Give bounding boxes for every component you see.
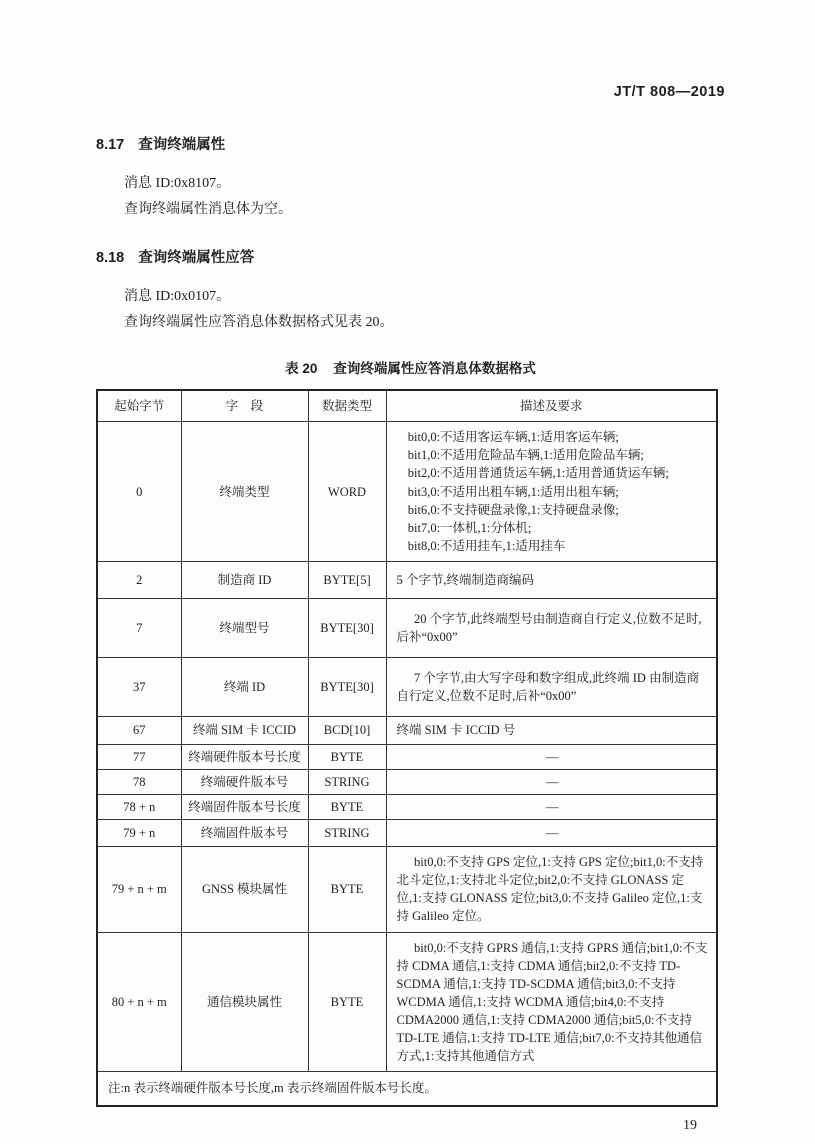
cell-data-type: STRING xyxy=(308,819,386,846)
cell-description: — xyxy=(386,769,717,794)
cell-start-byte: 79 + n xyxy=(97,819,181,846)
cell-field-name: 终端类型 xyxy=(181,422,308,562)
table-header-row xyxy=(97,390,717,422)
cell-data-type: BYTE xyxy=(308,932,386,1072)
cell-description: bit0,0:不支持 GPRS 通信,1:支持 GPRS 通信;bit1,0:不支持 CDMA 通信,1:支持 CDMA 通信;bit2,0:不支持 TD-SCDMA 通信,1:支持 TD-SCDMA 通信;bit3,0:不支持 WCDMA 通信,1:支持 WCDMA 通信;bit4,0:不支持 CDMA2000 通信,1:支持 CDMA2000 通信;bit5,0:不支持 TD-LTE 通信,1:支持 TD-LTE 通信;bit7,0:不支持其他通信方式,1:支持其他通信方式 xyxy=(386,932,717,1072)
table-row xyxy=(97,562,717,599)
doc-standard-number: JT/T 808—2019 xyxy=(613,84,725,100)
section-title: 查询终端属性应答 xyxy=(138,250,255,266)
cell-description: — xyxy=(386,794,717,819)
cell-start-byte: 0 xyxy=(97,422,181,562)
cell-data-type: BYTE xyxy=(308,847,386,933)
cell-field-name: 终端固件版本号长度 xyxy=(181,794,308,819)
cell-field-name: 终端硬件版本号 xyxy=(181,769,308,794)
table-caption-label: 表 20 xyxy=(285,361,318,376)
cell-field-name: 制造商 ID xyxy=(181,562,308,599)
cell-data-type: WORD xyxy=(308,422,386,562)
cell-start-byte: 67 xyxy=(97,717,181,744)
table-row xyxy=(97,658,717,717)
cell-field-name: GNSS 模块属性 xyxy=(181,847,308,933)
description-line: bit6,0:不支持硬盘录像,1:支持硬盘录像; xyxy=(407,502,619,517)
description-line: bit2,0:不适用普通货运车辆,1:适用普通货运车辆; xyxy=(407,466,669,481)
description-line: bit7,0:一体机,1:分体机; xyxy=(407,520,532,535)
column-header-data-type: 数据类型 xyxy=(308,390,386,422)
section-heading-8-18 xyxy=(96,246,725,267)
cell-description: bit0,0:不支持 GPS 定位,1:支持 GPS 定位;bit1,0:不支持北斗定位,1:支持北斗定位;bit2,0:不支持 GLONASS 定位,1:支持 GLONASS 定位;bit3,0:不支持 Galileo 定位,1:支持 Galileo 定位。 xyxy=(386,847,717,933)
section-title: 查询终端属性 xyxy=(138,137,226,153)
table-row xyxy=(97,769,717,794)
cell-data-type: BYTE[5] xyxy=(308,562,386,599)
cell-data-type: STRING xyxy=(308,769,386,794)
cell-start-byte: 2 xyxy=(97,562,181,599)
description-line: bit1,0:不适用危险品车辆,1:适用危险品车辆; xyxy=(407,448,644,463)
cell-start-byte: 80 + n + m xyxy=(97,932,181,1072)
description-line: bit0,0:不适用客运车辆,1:适用客运车辆; xyxy=(407,430,619,445)
cell-field-name: 终端固件版本号 xyxy=(181,819,308,846)
column-header-start-byte: 起始字节 xyxy=(97,390,181,422)
table-row xyxy=(97,932,717,1072)
cell-description xyxy=(386,422,717,562)
table-row xyxy=(97,599,717,658)
paragraph-message-id: 消息 ID:0x0107。 xyxy=(124,289,231,304)
table-row xyxy=(97,744,717,769)
table-row xyxy=(97,847,717,933)
cell-start-byte: 37 xyxy=(97,658,181,717)
cell-data-type: BYTE xyxy=(308,744,386,769)
cell-data-type: BYTE xyxy=(308,794,386,819)
cell-data-type: BYTE[30] xyxy=(308,658,386,717)
cell-description: 20 个字节,此终端型号由制造商自行定义,位数不足时,后补“0x00” xyxy=(386,599,717,658)
cell-field-name: 通信模块属性 xyxy=(181,932,308,1072)
cell-start-byte: 79 + n + m xyxy=(97,847,181,933)
cell-data-type: BCD[10] xyxy=(308,717,386,744)
cell-description: 5 个字节,终端制造商编码 xyxy=(386,562,717,599)
table-row xyxy=(97,794,717,819)
cell-data-type: BYTE[30] xyxy=(308,599,386,658)
message-body-format-table xyxy=(96,389,718,1107)
cell-description: — xyxy=(386,819,717,846)
description-line: bit3,0:不适用出租车辆,1:适用出租车辆; xyxy=(407,484,619,499)
table-row xyxy=(97,717,717,744)
cell-start-byte: 77 xyxy=(97,744,181,769)
column-header-field: 字 段 xyxy=(181,390,308,422)
paragraph-body-empty: 查询终端属性消息体为空。 xyxy=(124,202,292,217)
table-caption xyxy=(96,357,725,377)
cell-field-name: 终端硬件版本号长度 xyxy=(181,744,308,769)
cell-field-name: 终端型号 xyxy=(181,599,308,658)
table-note-row xyxy=(97,1072,717,1106)
section-number: 8.17 xyxy=(96,137,125,153)
cell-description: — xyxy=(386,744,717,769)
description-line: bit8,0:不适用挂车,1:适用挂车 xyxy=(407,538,566,553)
column-header-description: 描述及要求 xyxy=(386,390,717,422)
cell-field-name: 终端 SIM 卡 ICCID xyxy=(181,717,308,744)
table-note: 注:n 表示终端硬件版本号长度,m 表示终端固件版本号长度。 xyxy=(97,1072,717,1106)
cell-start-byte: 78 + n xyxy=(97,794,181,819)
table-row xyxy=(97,819,717,846)
cell-start-byte: 7 xyxy=(97,599,181,658)
table-row xyxy=(97,422,717,562)
page-number: 19 xyxy=(683,1117,697,1133)
cell-description: 7 个字节,由大写字母和数字组成,此终端 ID 由制造商自行定义,位数不足时,后补“0x00” xyxy=(386,658,717,717)
cell-description: 终端 SIM 卡 ICCID 号 xyxy=(386,717,717,744)
table-caption-title: 查询终端属性应答消息体数据格式 xyxy=(333,361,536,376)
paragraph-table-ref: 查询终端属性应答消息体数据格式见表 20。 xyxy=(124,315,394,330)
section-number: 8.18 xyxy=(96,250,125,266)
section-heading-8-17 xyxy=(96,133,725,154)
paragraph-message-id: 消息 ID:0x8107。 xyxy=(124,176,231,191)
cell-field-name: 终端 ID xyxy=(181,658,308,717)
table-body xyxy=(97,422,717,1072)
cell-start-byte: 78 xyxy=(97,769,181,794)
